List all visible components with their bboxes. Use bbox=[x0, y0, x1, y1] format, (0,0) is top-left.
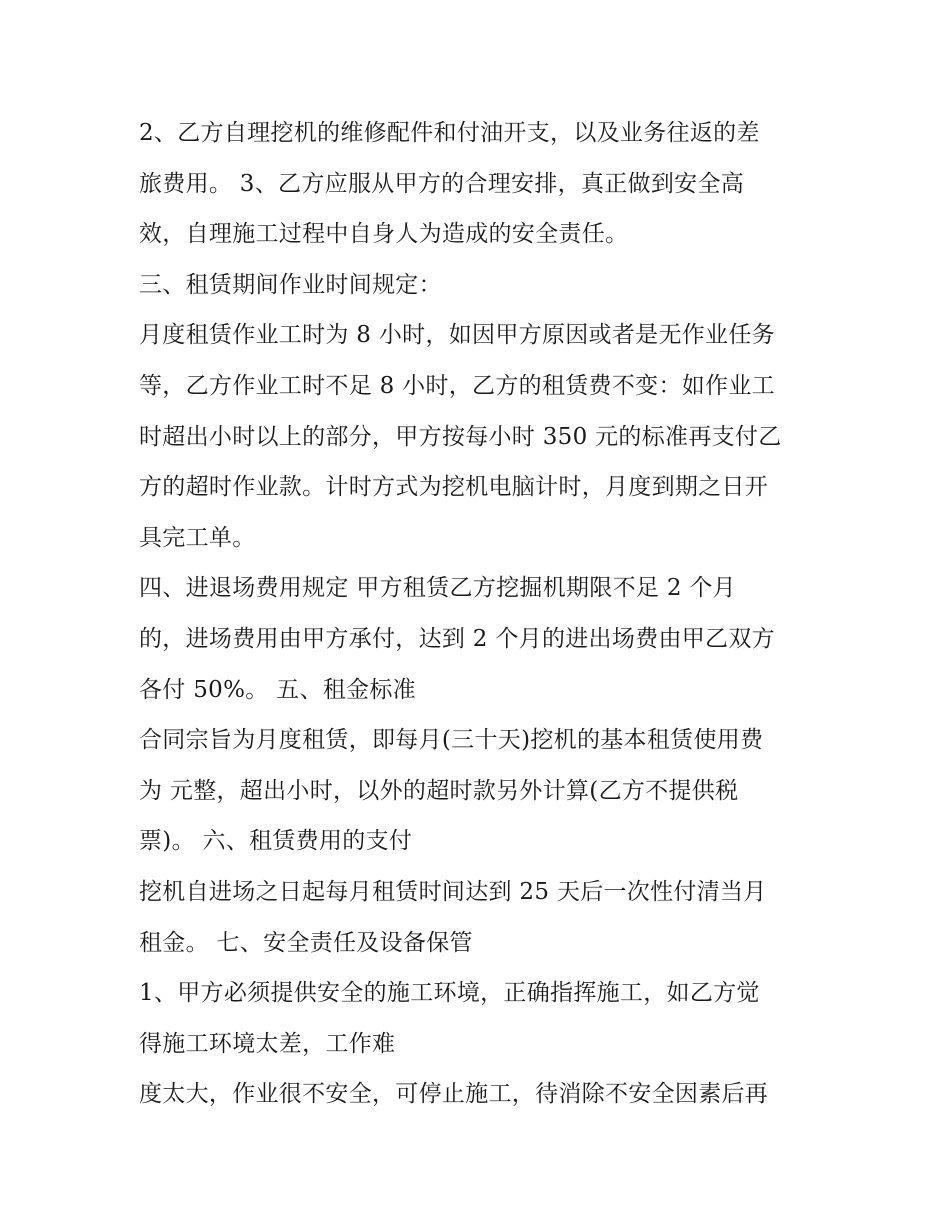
text-line-13: 合同宗旨为月度租赁，即每月(三十天)挖机的基本租赁使用费 bbox=[139, 727, 764, 754]
text-line-8: 方的超时作业款。计时方式为挖机电脑计时，月度到期之日开 bbox=[139, 474, 769, 501]
text-line-3: 效，自理施工过程中自身人为造成的安全责任。 bbox=[139, 221, 629, 248]
text-line-20: 度太大，作业很不安全，可停止施工，待消除不安全因素后再 bbox=[139, 1081, 769, 1108]
text-line-11: 的，进场费用由甲方承付，达到 2 个月的进出场费由甲乙双方 bbox=[139, 625, 775, 652]
text-line-17: 租金。 七、安全责任及设备保管 bbox=[139, 929, 473, 956]
section-heading-4: 四、进退场费用规定 甲方租赁乙方挖掘机期限不足 2 个月 bbox=[139, 575, 736, 602]
section-heading-3: 三、租赁期间作业时间规定： bbox=[139, 271, 442, 298]
text-line-12: 各付 50%。 五、租金标准 bbox=[139, 676, 416, 703]
text-line-9: 具完工单。 bbox=[139, 524, 256, 551]
text-line-2: 旅费用。 3、乙方应服从甲方的合理安排，真正做到安全高 bbox=[139, 170, 745, 197]
text-line-14: 为 元整，超出小时，以外的超时款另外计算(乙方不提供税 bbox=[139, 777, 739, 804]
text-line-16: 挖机自进场之日起每月租赁时间达到 25 天后一次性付清当月 bbox=[139, 878, 767, 905]
text-line-7: 时超出小时以上的部分，甲方按每小时 350 元的标准再支付乙 bbox=[139, 423, 782, 450]
document-body bbox=[139, 108, 819, 1120]
text-line-18: 1、甲方必须提供安全的施工环境，正确指挥施工，如乙方觉 bbox=[139, 980, 760, 1007]
text-line-1: 2、乙方自理挖机的维修配件和付油开支，以及业务往返的差 bbox=[139, 120, 760, 146]
text-line-6: 等，乙方作业工时不足 8 小时，乙方的租赁费不变：如作业工 bbox=[139, 372, 775, 399]
text-line-5: 月度租赁作业工时为 8 小时，如因甲方原因或者是无作业任务 bbox=[139, 322, 775, 349]
text-line-19: 得施工环境太差，工作难 bbox=[139, 1030, 396, 1057]
text-line-15: 票)。 六、租赁费用的支付 bbox=[139, 828, 413, 855]
